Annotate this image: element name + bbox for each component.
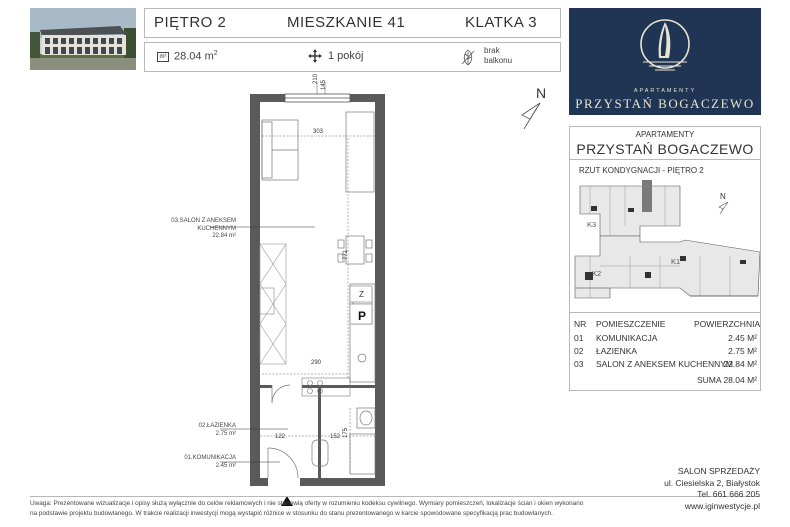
rooms-icon xyxy=(308,49,322,68)
key-plan-north xyxy=(720,192,730,220)
sales-title: SALON SPRZEDAŻY xyxy=(677,466,760,476)
table-sum: SUMA 28.04 M² xyxy=(697,375,757,385)
info-divider-2 xyxy=(569,312,761,313)
entrance-door xyxy=(268,448,298,478)
area-value-text: 28.04 m xyxy=(174,50,214,63)
table-row-1-nr: 01 xyxy=(574,333,584,343)
floor-plan xyxy=(150,78,540,518)
table-row-3-area: 22.84 M² xyxy=(723,359,757,369)
table-row-2-area: 2.75 M² xyxy=(728,346,757,356)
dim-175: 175 xyxy=(343,427,349,438)
sales-office xyxy=(600,466,760,512)
north-label: N xyxy=(536,85,547,101)
table-row-3-name: SALON Z ANEKSEM KUCHENNYM xyxy=(596,359,733,369)
building-thumbnail xyxy=(30,8,136,70)
apartment-label: MIESZKANIE 41 xyxy=(287,14,406,31)
dim-303: 303 xyxy=(313,129,324,135)
label-salon xyxy=(150,218,236,241)
no-balcony-icon xyxy=(460,48,476,71)
area-unit-sup: 2 xyxy=(213,50,218,57)
disclaimer-note xyxy=(30,499,590,518)
fridge-p-label: P xyxy=(358,309,367,323)
window xyxy=(285,94,350,102)
label-komunikacja xyxy=(170,455,236,470)
label-kom-line-2: 2.45 m² xyxy=(215,462,236,469)
logo-title: PRZYSTAŃ BOGACZEWO xyxy=(575,96,755,111)
logo-subtitle: APARTAMENTY xyxy=(633,88,697,94)
dim-152: 152 xyxy=(330,434,341,440)
area-value xyxy=(174,50,218,63)
sofa xyxy=(262,120,298,180)
sales-website-link[interactable]: www.iginwestycje.pl xyxy=(684,500,760,511)
bathroom-door xyxy=(272,385,290,403)
table-header-area: POWIERZCHNIA xyxy=(694,319,761,329)
dim-290: 290 xyxy=(311,360,322,366)
table-row-3-nr: 03 xyxy=(574,359,584,369)
key-plan-label-k1: K1 xyxy=(671,257,681,266)
label-lazienka-line-2: 2.75 m² xyxy=(215,430,236,437)
info-title-large: PRZYSTAŃ BOGACZEWO xyxy=(576,141,754,157)
key-plan xyxy=(570,176,760,306)
wardrobe xyxy=(260,244,286,364)
table-row-1-name: KOMUNIKACJA xyxy=(596,333,658,343)
dim-122: 122 xyxy=(275,434,286,440)
sail-logo-icon xyxy=(635,16,695,74)
dim-145: 145 xyxy=(321,79,327,90)
table-row-2-name: ŁAZIENKA xyxy=(596,346,638,356)
info-title-small: APARTAMENTY xyxy=(635,130,695,139)
key-plan-label-k3: K3 xyxy=(587,220,597,229)
key-plan-north-icon xyxy=(716,201,730,215)
label-lazienka-line-1: 02.ŁAZIENKA xyxy=(198,423,236,429)
key-plan-label-k2: K2 xyxy=(592,269,602,278)
floor-label: PIĘTRO 2 xyxy=(154,14,227,31)
fridge-z-label: Z xyxy=(359,290,364,299)
label-lazienka xyxy=(170,423,236,438)
table-row-2-nr: 02 xyxy=(574,346,584,356)
dim-771: 771 xyxy=(343,249,349,260)
disclaimer-line-2: na podstawie projektu budowlanego. W trakcie realizacji inwestycji mogą wystąpić różnice w stosunku do stanu prezentowanego w karcie spowodowane specyfikacją prac budowlanych. xyxy=(30,509,553,517)
disclaimer-line-1: Uwaga: Prezentowane wizualizacje i opisy służą wyłącznie do celów reklamowych i nie stanowią oferty w rozumieniu kodeksu cywilnego. Wymiary pomieszczeń, lokalizacje ścian i okien wykonano xyxy=(30,500,584,507)
bed xyxy=(346,112,374,192)
plan-title: RZUT KONDYGNACJI - PIĘTRO 2 xyxy=(579,166,704,175)
balcony-line-1: brak xyxy=(484,46,500,55)
table-header-room: POMIESZCZENIE xyxy=(596,319,666,329)
table-header-nr: NR xyxy=(574,319,587,329)
table-row-1-area: 2.45 M² xyxy=(728,333,757,343)
sales-address: ul. Ciesielska 2, Białystok xyxy=(664,477,760,488)
dim-210: 210 xyxy=(313,73,319,84)
bathroom-fixtures xyxy=(312,408,375,474)
info-divider-1 xyxy=(569,159,761,160)
label-salon-line-1: 03.SALON Z ANEKSEM xyxy=(171,218,236,224)
brand-logo-panel xyxy=(569,8,761,115)
label-salon-line-3: 22.84 m² xyxy=(212,233,236,239)
key-plan-north-label: N xyxy=(720,192,726,201)
sales-phone: Tel. 661 666 205 xyxy=(697,489,760,499)
label-kom-line-1: 01.KOMUNIKACJA xyxy=(184,455,236,461)
area-icon: m² xyxy=(157,52,169,62)
balcony-line-2: balkonu xyxy=(484,56,513,65)
balcony-info xyxy=(484,46,512,66)
rooms-count: 1 pokój xyxy=(328,50,364,62)
staircase-label: KLATKA 3 xyxy=(465,14,538,31)
label-salon-line-2: KUCHENNYM xyxy=(197,225,236,232)
